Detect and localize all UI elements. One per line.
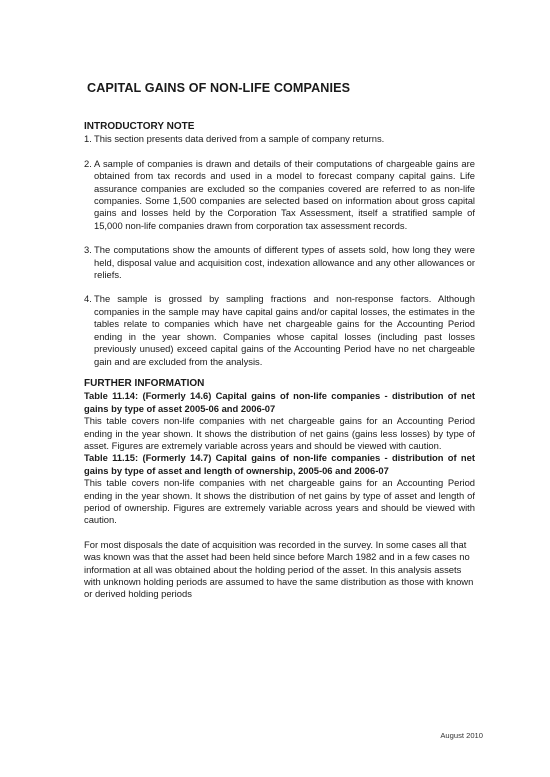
item-text: This section presents data derived from a sample of company returns. [94,133,385,145]
intro-item-4 [84,293,475,367]
intro-item-3 [84,244,475,281]
item-number: 1. [84,133,92,145]
closing-paragraph: For most disposals the date of acquisition was recorded in the survey. In some cases all that was known was that the asset had been held since before March 1982 and in a few cases no information at all was obtained about the holding period of the asset. In this analysis assets with unknown holding periods are assumed to have the same distribution as those with known or derived holding periods [84,538,474,600]
item-number: 2. [84,157,92,169]
intro-heading: INTRODUCTORY NOTE [84,121,195,132]
intro-item-1 [84,133,475,145]
table-11-14-text: This table covers non-life companies with net chargeable gains for an Accounting Period ending in the year shown. It shows the distribution of net gains (gains less losses) by type of asset. Figures are extremely variable across years and should be viewed with caution. [84,415,475,451]
table-11-14-title: Table 11.14: (Formerly 14.6) Capital gains of non-life companies - distribution of net gains by type of asset 2005-06 and 2006-07 [84,390,475,414]
table-11-15-text: This table covers non-life companies with net chargeable gains for an Accounting Period ending in the year shown. It shows the distribution of net gains by type of asset and length of period of ownership. Figures are extremely variable across years and should be viewed with caution. [84,477,475,526]
item-text: A sample of companies is drawn and details of their computations of chargeable gains are obtained from tax records and used in a model to forecast company capital gains. Life assurance companies are excluded so the companies covered are referred to as non-life companies. Some 1,500 companies are selected based on information about gross capital gains and losses held by the Corporation Tax Assessment, itself a stratified sample of 15,000 non-life companies drawn from corporation tax assessment records. [94,157,475,231]
intro-item-2 [84,158,475,232]
footer-date: August 2010 [440,731,483,740]
page-title: CAPITAL GAINS OF NON-LIFE COMPANIES [87,81,351,95]
item-number: 3. [84,244,92,256]
item-text: The computations show the amounts of different types of assets sold, how long they were held, disposal value and acquisition cost, indexation allowance and any other allowances or reliefs. [94,244,475,281]
document-body [84,121,475,601]
item-number: 4. [84,293,92,305]
further-heading: FURTHER INFORMATION [84,377,205,389]
item-text: The sample is grossed by sampling fractions and non-response factors. Although companies in the sample may have capital gains and/or capital losses, the estimates in the tables relate to companies which have net chargeable gains for the Accounting Period ending in the year shown. Companies whose capital losses (including past losses previously unused) exceed capital gains of the Accounting Period have no net chargeable gain and are excluded from the analysis. [94,293,475,367]
table-11-15-title: Table 11.15: (Formerly 14.7) Capital gains of non-life companies - distribution of net gains by type of asset and length of ownership, 2005-06 and 2006-07 [84,452,475,476]
